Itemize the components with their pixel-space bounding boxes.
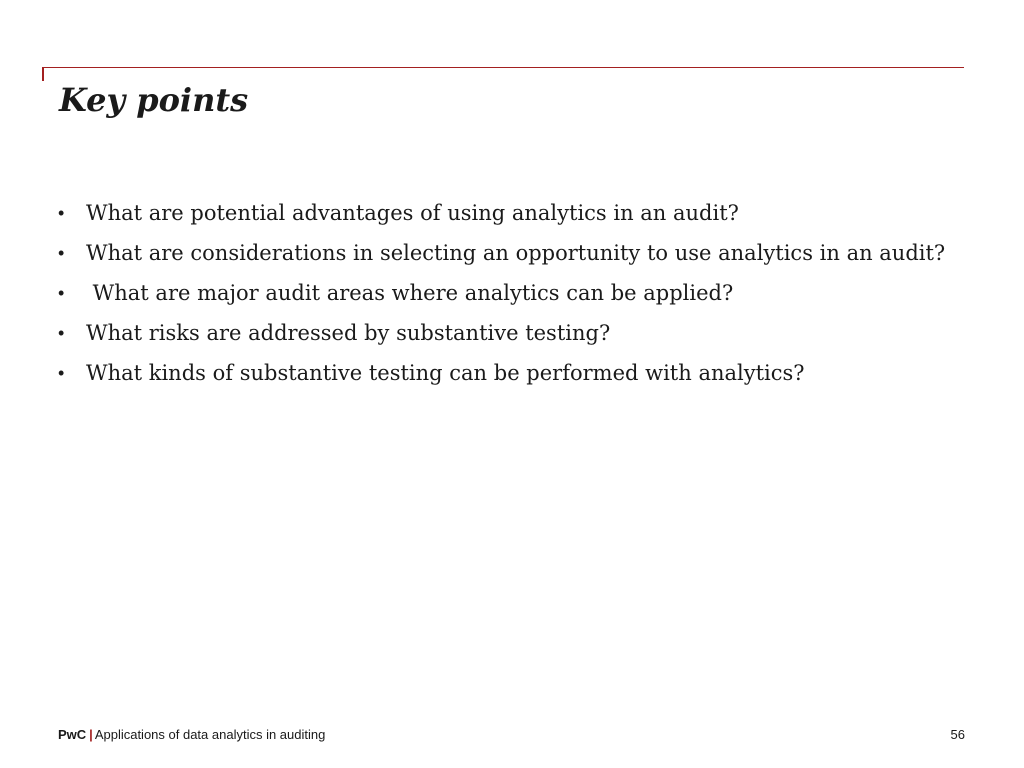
header-corner-mark xyxy=(42,67,44,81)
bullet-text: What are potential advantages of using analytics in an audit? xyxy=(86,201,739,225)
slide-title: Key points xyxy=(59,81,249,119)
bullet-text: What are considerations in selecting an opportunity to use analytics in an audit? xyxy=(86,241,946,265)
bullet-item xyxy=(58,277,998,317)
header-rule xyxy=(42,67,964,68)
bullet-dot-icon: • xyxy=(58,363,65,383)
bullet-text: What are major audit areas where analytics can be applied? xyxy=(86,281,734,305)
page-number: 56 xyxy=(950,727,965,742)
bullet-dot-icon: • xyxy=(58,203,65,223)
footer-separator: | xyxy=(89,727,93,742)
footer-brand: PwC xyxy=(58,727,87,742)
bullet-item xyxy=(58,197,998,237)
bullet-text: What kinds of substantive testing can be performed with analytics? xyxy=(86,361,805,385)
bullet-dot-icon: • xyxy=(58,243,65,263)
footer xyxy=(58,727,325,743)
footer-text: Applications of data analytics in auditing xyxy=(94,727,326,742)
bullet-text: What risks are addressed by substantive testing? xyxy=(86,321,611,345)
bullet-item xyxy=(58,237,998,277)
bullet-dot-icon: • xyxy=(58,283,65,303)
bullet-dot-icon: • xyxy=(58,323,65,343)
bullet-item xyxy=(58,317,998,357)
bullet-item xyxy=(58,357,998,397)
bullet-list xyxy=(58,197,998,397)
